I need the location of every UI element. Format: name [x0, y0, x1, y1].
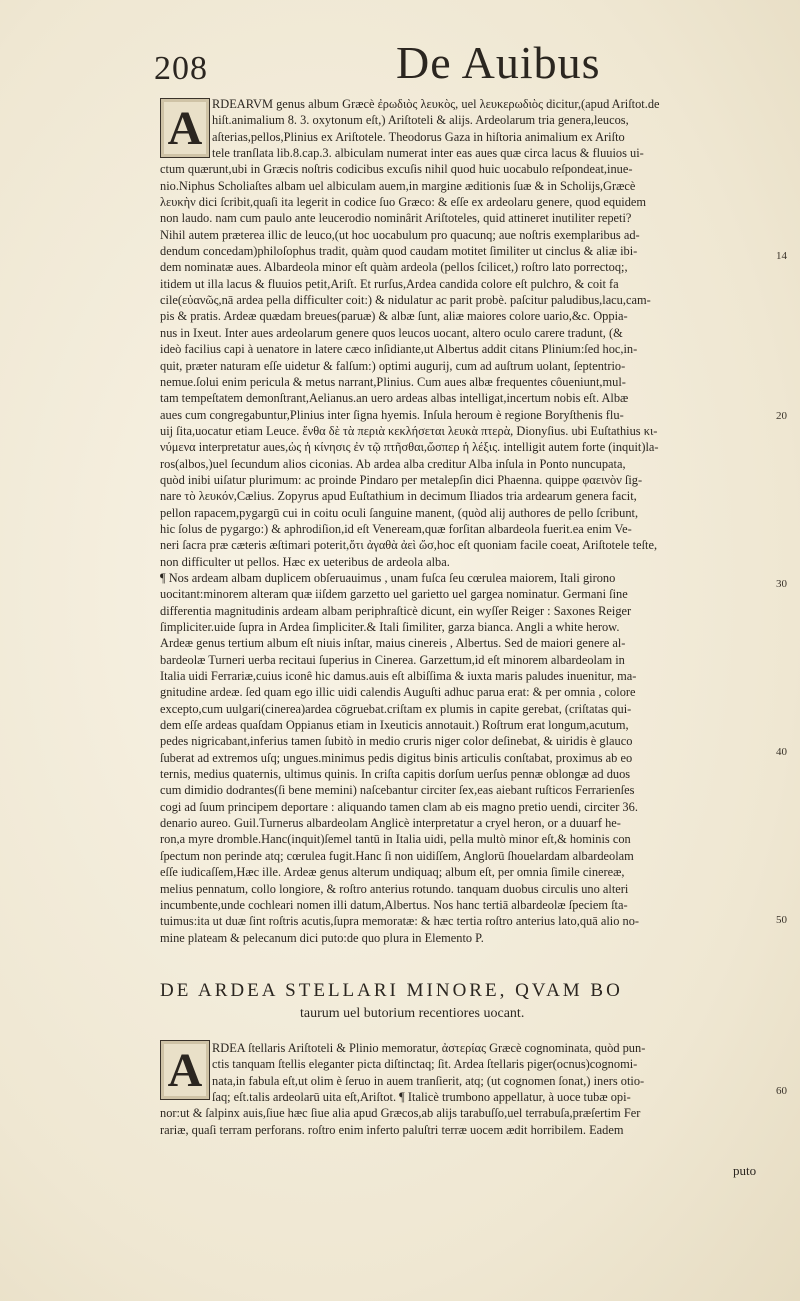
text-line: aſterias,pellos,Plinius ex Ariſtotele. Theodorus Gaza in hiſtoria animalium ex Ariſto [212, 129, 625, 144]
text-line: ctis tanquam ſtellis eleganter picta diſtinctaq; ſit. Ardea ſtellaris piger(ocnus)cognomi- [212, 1057, 638, 1072]
text-line: uocitant:minorem alteram quæ iiſdem garzetto uel garietto uel gargea nominatur. Germani ſine [160, 587, 628, 602]
margin-line-number: 20 [776, 410, 787, 422]
text-line: cum dimidio dodrantes(ſi bene memini) naſcebantur circiter ſex,eas aiebant ruſticos Ferrarienſes [160, 783, 635, 798]
section-subheading: taurum uel butorium recentiores uocant. [300, 1006, 525, 1021]
text-line: ctum quærunt,ubi in Græcis noſtris codicibus excuſis nihil quod huic uocabulo reſpondeat,inue- [160, 162, 633, 177]
text-line: ſaq; eſt.talis ardeolarū uita eſt,Ariſtot. ¶ Italicè trumbono appellatur, à uoce tubæ opi- [212, 1090, 631, 1105]
text-line: tele tranſlata lib.8.cap.3. albiculam numerat inter eas aues quæ circa lacus & fluuios ui- [212, 146, 644, 161]
text-line: nare τὸ λευκόν,Cælius. Zopyrus apud Euſtathium in decimum Iliados tria ardearum genera facit, [160, 489, 637, 504]
decorated-initial: A [160, 1040, 210, 1100]
catchword: puto [733, 1163, 757, 1178]
text-line: hiſt.animalium 8. 3. oxytonum eſt,) Ariſtoteli & alijs. Ardeolarum tria genera,leucos, [212, 113, 629, 128]
text-line: dem nominatæ aues. Albardeola minor eſt quàm ardeola (pellos ſcilicet,) roſtro lato porrectoq;, [160, 260, 628, 275]
text-line: ¶ Nos ardeam albam duplicem obſeruauimus , unam fuſca ſeu cœrulea maiorem, Itali girono [160, 570, 616, 585]
text-line: differentia magnitudinis ardeam albam periphraſticè dicunt, ein wyſſer Reiger : Saxones Reiger [160, 603, 632, 618]
section-2-text [160, 1040, 770, 1138]
decorated-initial: A [160, 98, 210, 158]
text-line: aues cum congregabuntur,Plinius inter ſigna hyemis. Inſula heroum è regione Boryſthenis flu- [160, 407, 624, 422]
text-line: bardeolæ Turneri uerba recitaui ſuperius in Cinerea. Garzettum,id eſt minorem albardeolam in [160, 652, 625, 667]
text-line: quòd inibi uiſatur plurimum: ac proinde Pindaro per metalepſin dici Phaenna. quippe φαεινὸν ſig- [160, 472, 643, 487]
text-line: ideò facilius capi à uenatore in latere cæco inſidiante,ut Albertus addit citans Plinium:ſed hoc,in- [160, 342, 638, 357]
text-line: nemue.ſolui enim pericula & metus narrant,Plinius. Cum aues albæ frequentes côueniunt,mul- [160, 374, 626, 389]
text-line: tuimus:ita ut duæ ſint roſtris acutis,ſupra memoratæ: & hæc tertia roſtro anterius lato,quā alio no- [160, 914, 640, 929]
text-line: itidem ut illa lacus & fluuios petit,Ariſt. Et rurſus,Ardea candida colore eſt pulchro, & coit fa [160, 276, 619, 291]
text-line: νύμενα interpretatur aues,ὡς ἡ κίνησις ἐν τῷ πτῆσθαι,ὥσπερ ἡ λέξις. intelligit autem forte (inquit)la- [160, 440, 659, 455]
text-line: ſpectum non perinde atq; cœrulea fugit.Hanc ſi non uidiſſem, Anglorū ſhouelardam albardeolam [160, 848, 634, 863]
text-line: dendum concedam)philoſophus tradit, quàm quod caudam motitet ſimiliter ut cinclus & aliæ ibi- [160, 244, 638, 259]
text-line: nata,in fabula eſt,ut olim è ſeruo in auem tranſierit, atq; (ut cognomen ſonat,) iners otio- [212, 1073, 645, 1088]
text-line: ſuberat ad extremos uſq; ungues.minimus pedis digitus binis articulis conſtabat, proximus ab eo [160, 750, 633, 765]
text-line: nus in Ixeut. Inter aues ardeolarum genere quos leucos uocant, altero oculo carere tradunt, (& [160, 325, 623, 340]
page-header [150, 36, 630, 94]
text-line: cile(εὐανῶς,nā ardea pella difficulter coit:) & nidulatur ac parit probè. paſcitur paludibus,lacu,cam- [160, 293, 651, 308]
text-line: Nihil autem præterea illic de leuco,(ut hoc uocabulum pro quacunq; aue noſtris exemplaribus ad- [160, 227, 640, 242]
text-line: pis & pratis. Ardeæ quædam breues(paruæ) & albæ ſunt, aliæ maiores colore uario,&c. Oppia- [160, 309, 628, 324]
text-line: ros(albos,)uel ſecundum alios ciconias. Ab ardea alba creditur Alba inſula in Ponto nuncupata, [160, 456, 626, 471]
text-line: melius pennatum, collo longiore, & roſtro anterius rotundo. tanquam duobus circulis uno alteri [160, 881, 629, 896]
text-line: nor:ut & ſalpinx auis,ſiue hæc ſiue alia apud Græcos,ab alijs tarabuſſo,uel terrabuſa,præſertim Fer [160, 1106, 641, 1121]
text-line: pellon rapacem,pygargū cui in coitu oculi ſanguine manent, (quòd alij authores de pello ſcribunt, [160, 505, 639, 520]
text-line: quit, præter naturam eſſe uidetur & falſum:) optimi augurij, cum ad auſtrum uolant, ſeptentrio- [160, 358, 626, 373]
running-title: De Auibus [396, 37, 601, 88]
text-line: λευκὴν dici ſcribit,quaſi ita legerit in codice ſuo Græco: & eſſe ex ardeolaru genere, quod equidem [160, 195, 647, 210]
text-line: RDEARVM genus album Græcè ἐρωδιὸς λευκὸς, uel λευκερωδιὸς dicitur,(apud Ariſtot.de [212, 97, 660, 111]
text-line: non laudo. nam cum paulo ante leucerodio nominârit Ariſtoteles, quid attineret inutiliter repeti? [160, 211, 632, 226]
text-line: Italia uidi Ferrariæ,cuius iconê hic damus.auis eſt albiſſima & iuxta maris paludes inuenitur, ma- [160, 669, 637, 684]
text-line: denario aureo. Guil.Turnerus albardeolam Anglicè interpretatur a cryel heron, or a duuarf he- [160, 816, 621, 831]
text-line: ſimpliciter.uide ſupra in Ardea ſimpliciter.& Itali ſimiliter, garza bianca. Angli a white herow. [160, 620, 620, 634]
text-line: neri ſacra præ cæteris æſtimari poterit,ὅτι ἀγαθὰ ἀεὶ ὤσ,hoc eſt quoniam facile coeat, Ariſtotele teſte, [160, 538, 658, 553]
text-line: nio.Niphus Scholiaſtes albam uel albiculam auem,in margine æditionis ſuæ & in Scholijs,Græcè [160, 178, 636, 193]
margin-line-number: 50 [776, 914, 787, 926]
margin-line-number: 40 [776, 746, 787, 758]
text-line: excepto,cum uulgari(cinerea)ardea cōgruebat.criſtam ex plumis in capite gerebat, (criſtatas qui- [160, 701, 632, 716]
text-line: ternis, medius quaternis, ultimus quinis. In criſta capitis dorſum uerſus pennæ oblongæ ad duos [160, 767, 631, 782]
section-heading: DE ARDEA STELLARI MINORE, QVAM BO [160, 980, 623, 1001]
text-line: ron,a myre dromble.Hanc(inquit)ſemel tantū in Italia uidi, pella multò minor eſt,& hominis con [160, 832, 631, 847]
text-line: eſſe iudicaſſem,Hæc ille. Ardeæ genus alterum undiquaq; album eſt, per omnia ſimile cinereæ, [160, 865, 625, 880]
text-line: rariæ, quaſi terram perforans. roſtro enim inferto paluſtri terræ uocem ædit horribilem. Eadem [160, 1122, 624, 1137]
text-line: gnitudine ardeæ. ſed quam ego illic uidi calendis Auguſti adhuc parua erat: & per omnia , colore [160, 685, 636, 700]
text-line: RDEA ſtellaris Ariſtoteli & Plinio memoratur, ἀστερίας Græcè cognominata, quòd pun- [212, 1041, 646, 1055]
margin-line-number: 14 [776, 250, 787, 262]
text-line: mine plateam & pelecanum dici puto:de quo plura in Elemento P. [160, 930, 484, 945]
text-line: cogi ad ſuum principem deportare : aliquando tamen clam ab eis magno pretio uendi, circiter 36. [160, 799, 638, 814]
text-line: tam tempeſtatem demonſtrant,Aelianus.an uero ardeas albas intelligat,incertum nobis eſt. Albæ [160, 391, 629, 406]
margin-line-number: 60 [776, 1085, 787, 1097]
text-line: pedes nigricabant,inferius tamen ſubitò in medio cruris niger color deſinebat, & uiridis è glauco [160, 734, 633, 749]
folio-number: 208 [154, 50, 208, 87]
section-1-text [160, 96, 770, 946]
text-line: hic ſolus de pygargo:) & aphrodiſion,id eſt Veneream,quæ forſitan albardeola fuerit.ea enim Ve- [160, 521, 632, 536]
text-line: dem eſſe ardeas quaſdam Oppianus etiam in Ixeuticis annotauit.) Roſtrum erat longum,acutum, [160, 718, 629, 733]
margin-line-number: 30 [776, 578, 787, 590]
text-line: Ardeæ genus tertium album eſt niuis inſtar, maius cinereis , Albertus. Sed de maiori genere al- [160, 636, 626, 651]
text-line: incumbente,unde cochleari nomen illi datum,Albertus. Nos hanc tertiā albardeolæ ſpeciem ſta- [160, 897, 628, 912]
text-line: uij ſita,uocatur etiam Leuce. ἔνθα δὲ τὰ περιὰ κεκλήσεται λευκὰ πτερὰ, Dionyſius. ubi Euſtathius κι- [160, 423, 658, 438]
text-line: non difficulter ut pellos. Hæc ex ueteribus de ardeola alba. [160, 554, 450, 569]
